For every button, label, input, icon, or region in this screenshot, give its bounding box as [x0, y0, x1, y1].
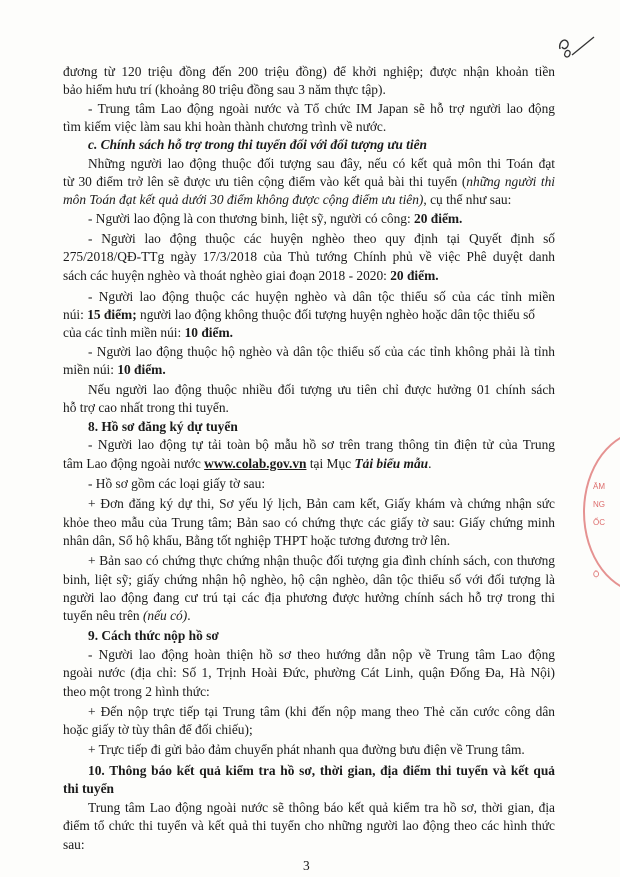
section-8-line4: + Đơn đăng ký dự thi, Sơ yếu lý lịch, Bản cam kết, Giấy khám và chứng nhận sức	[88, 496, 555, 511]
section-10-heading-line1: 10. Thông báo kết quả kiểm tra hồ sơ, thời gian, địa điểm thi tuyển và kết quả	[88, 763, 555, 778]
intro-line-3: - Trung tâm Lao động ngoài nước và Tổ chức IM Japan sẽ hỗ trợ người lao động	[88, 101, 555, 116]
section-8-line7: + Bản sao có chứng thực chứng nhận thuộc đối tượng gia đình chính sách, con thương	[88, 553, 555, 568]
section-c-item1: - Người lao động là con thương binh, liệt sỹ, người có công: 20 điểm.	[88, 211, 463, 226]
section-c-heading: c. Chính sách hỗ trợ trong thi tuyển đối với đối tượng ưu tiên	[88, 137, 427, 152]
red-stamp	[583, 430, 620, 590]
section-c-p1-line3: môn Toán đạt kết quả dưới 30 điểm không được cộng điểm ưu tiên), cụ thể như sau:	[63, 192, 512, 207]
page-corner-mark	[556, 33, 596, 66]
section-c-item3-line1: - Người lao động thuộc các huyện nghèo và dân tộc thiểu số của các tỉnh miền	[88, 289, 555, 304]
intro-line-1: đương từ 120 triệu đồng đến 200 triệu đồng) để khởi nghiệp; được nhận khoản tiền	[63, 64, 555, 79]
section-10-line3: sau:	[63, 837, 85, 852]
section-10-line1: Trung tâm Lao động ngoài nước sẽ thông báo kết quả kiểm tra hồ sơ, thời gian, địa	[88, 800, 555, 815]
section-c-item2-line2: 275/2018/QĐ-TTg ngày 17/3/2018 của Thủ tướng Chính phủ về việc Phê duyệt danh	[63, 249, 555, 264]
section-c-item4-line2: miền núi: 10 điểm.	[63, 362, 166, 377]
section-8-heading: 8. Hồ sơ đăng ký dự tuyển	[88, 419, 238, 434]
section-9-line4: + Đến nộp trực tiếp tại Trung tâm (khi đến nộp mang theo Thẻ căn cước công dân	[88, 704, 555, 719]
stamp-ring-icon	[583, 430, 620, 590]
page-number: 3	[303, 858, 310, 873]
stamp-text-1: ÂM	[593, 482, 605, 491]
stamp-text-4: Ộ	[593, 570, 600, 579]
section-8-line8: binh, liệt sỹ; giấy chứng nhận hộ nghèo, hộ cận nghèo, dân tộc thiểu số với đối tượng là	[63, 572, 555, 587]
section-c-item2-line1: - Người lao động thuộc các huyện nghèo theo quy định tại Quyết định số	[88, 231, 555, 246]
stamp-text-3: ỐC	[593, 518, 605, 527]
section-c-p1-line2: từ 30 điểm trở lên sẽ được ưu tiên cộng điểm vào kết quả bài thi tuyển (những người thi	[63, 174, 555, 189]
section-8-line10: tuyển nêu trên (nếu có).	[63, 608, 191, 623]
section-8-line6: nhân dân, Sổ hộ khẩu, Bằng tốt nghiệp THPT hoặc tương đương trở lên.	[63, 533, 451, 548]
section-8-line5: khỏe theo mẫu của Trung tâm; Bản sao có chứng thực các giấy tờ sau: Giấy chứng minh	[63, 515, 555, 530]
section-9-line1: - Người lao động hoàn thiện hồ sơ theo hướng dẫn nộp về Trung tâm Lao động	[88, 647, 555, 662]
section-9-line3: theo một trong 2 hình thức:	[63, 684, 210, 699]
section-8-line3: - Hồ sơ gồm các loại giấy tờ sau:	[88, 476, 266, 491]
handwritten-mark-icon	[556, 33, 596, 61]
stamp-text-2: NG	[593, 500, 605, 509]
intro-line-4: tìm kiếm việc làm sau khi hoàn thành chương trình về nước.	[63, 119, 387, 134]
intro-line-2: bảo hiểm hưu trí (khoảng 80 triệu đồng sau 3 năm thực tập).	[63, 82, 386, 97]
section-c-p1-line1: Những người lao động thuộc đối tượng sau đây, nếu có kết quả môn thi Toán đạt	[88, 156, 555, 171]
section-c-note-line1: Nếu người lao động thuộc nhiều đối tượng ưu tiên chỉ được hưởng 01 chính sách	[88, 382, 555, 397]
section-10-heading-line2: thi tuyển	[63, 781, 114, 796]
section-9-heading: 9. Cách thức nộp hồ sơ	[88, 628, 219, 643]
section-c-item3-line2: núi: 15 điểm; người lao động không thuộc đối tượng huyện nghèo hoặc dân tộc thiểu số	[63, 307, 536, 322]
section-c-item4-line1: - Người lao động thuộc hộ nghèo và dân tộc thiểu số của các tỉnh không phải là tỉnh	[88, 344, 555, 359]
section-8-line9: người lao động đang cư trú tại các địa phương được hưởng chính sách hỗ trợ trong thi	[63, 590, 555, 605]
section-c-item2-line3: sách các huyện nghèo và thoát nghèo giai đoạn 2018 - 2020: 20 điểm.	[63, 268, 439, 283]
section-c-note-line2: hỗ trợ cao nhất trong thi tuyển.	[63, 400, 229, 415]
section-8-line2: tâm Lao động ngoài nước www.colab.gov.vn tại Mục Tải biểu mẫu.	[63, 456, 432, 471]
colab-website-link[interactable]: www.colab.gov.vn	[204, 456, 307, 471]
section-10-line2: điểm tổ chức thi tuyển và kết quả thi tuyển cho những người lao động theo các hình thức	[63, 818, 555, 833]
section-9-line5: hoặc giấy tờ tùy thân để đối chiếu);	[63, 722, 253, 737]
section-9-line2: ngoài nước (địa chỉ: Số 1, Trịnh Hoài Đức, phường Cát Linh, quận Đống Đa, Hà Nội)	[63, 665, 555, 680]
section-c-item3-line3: của các tỉnh miền núi: 10 điểm.	[63, 325, 233, 340]
section-9-line6: + Trực tiếp đi gửi bảo đảm chuyển phát nhanh qua đường bưu điện về Trung tâm.	[88, 742, 525, 757]
section-8-line1: - Người lao động tự tải toàn bộ mẫu hồ sơ trên trang thông tin điện tử của Trung	[88, 437, 555, 452]
